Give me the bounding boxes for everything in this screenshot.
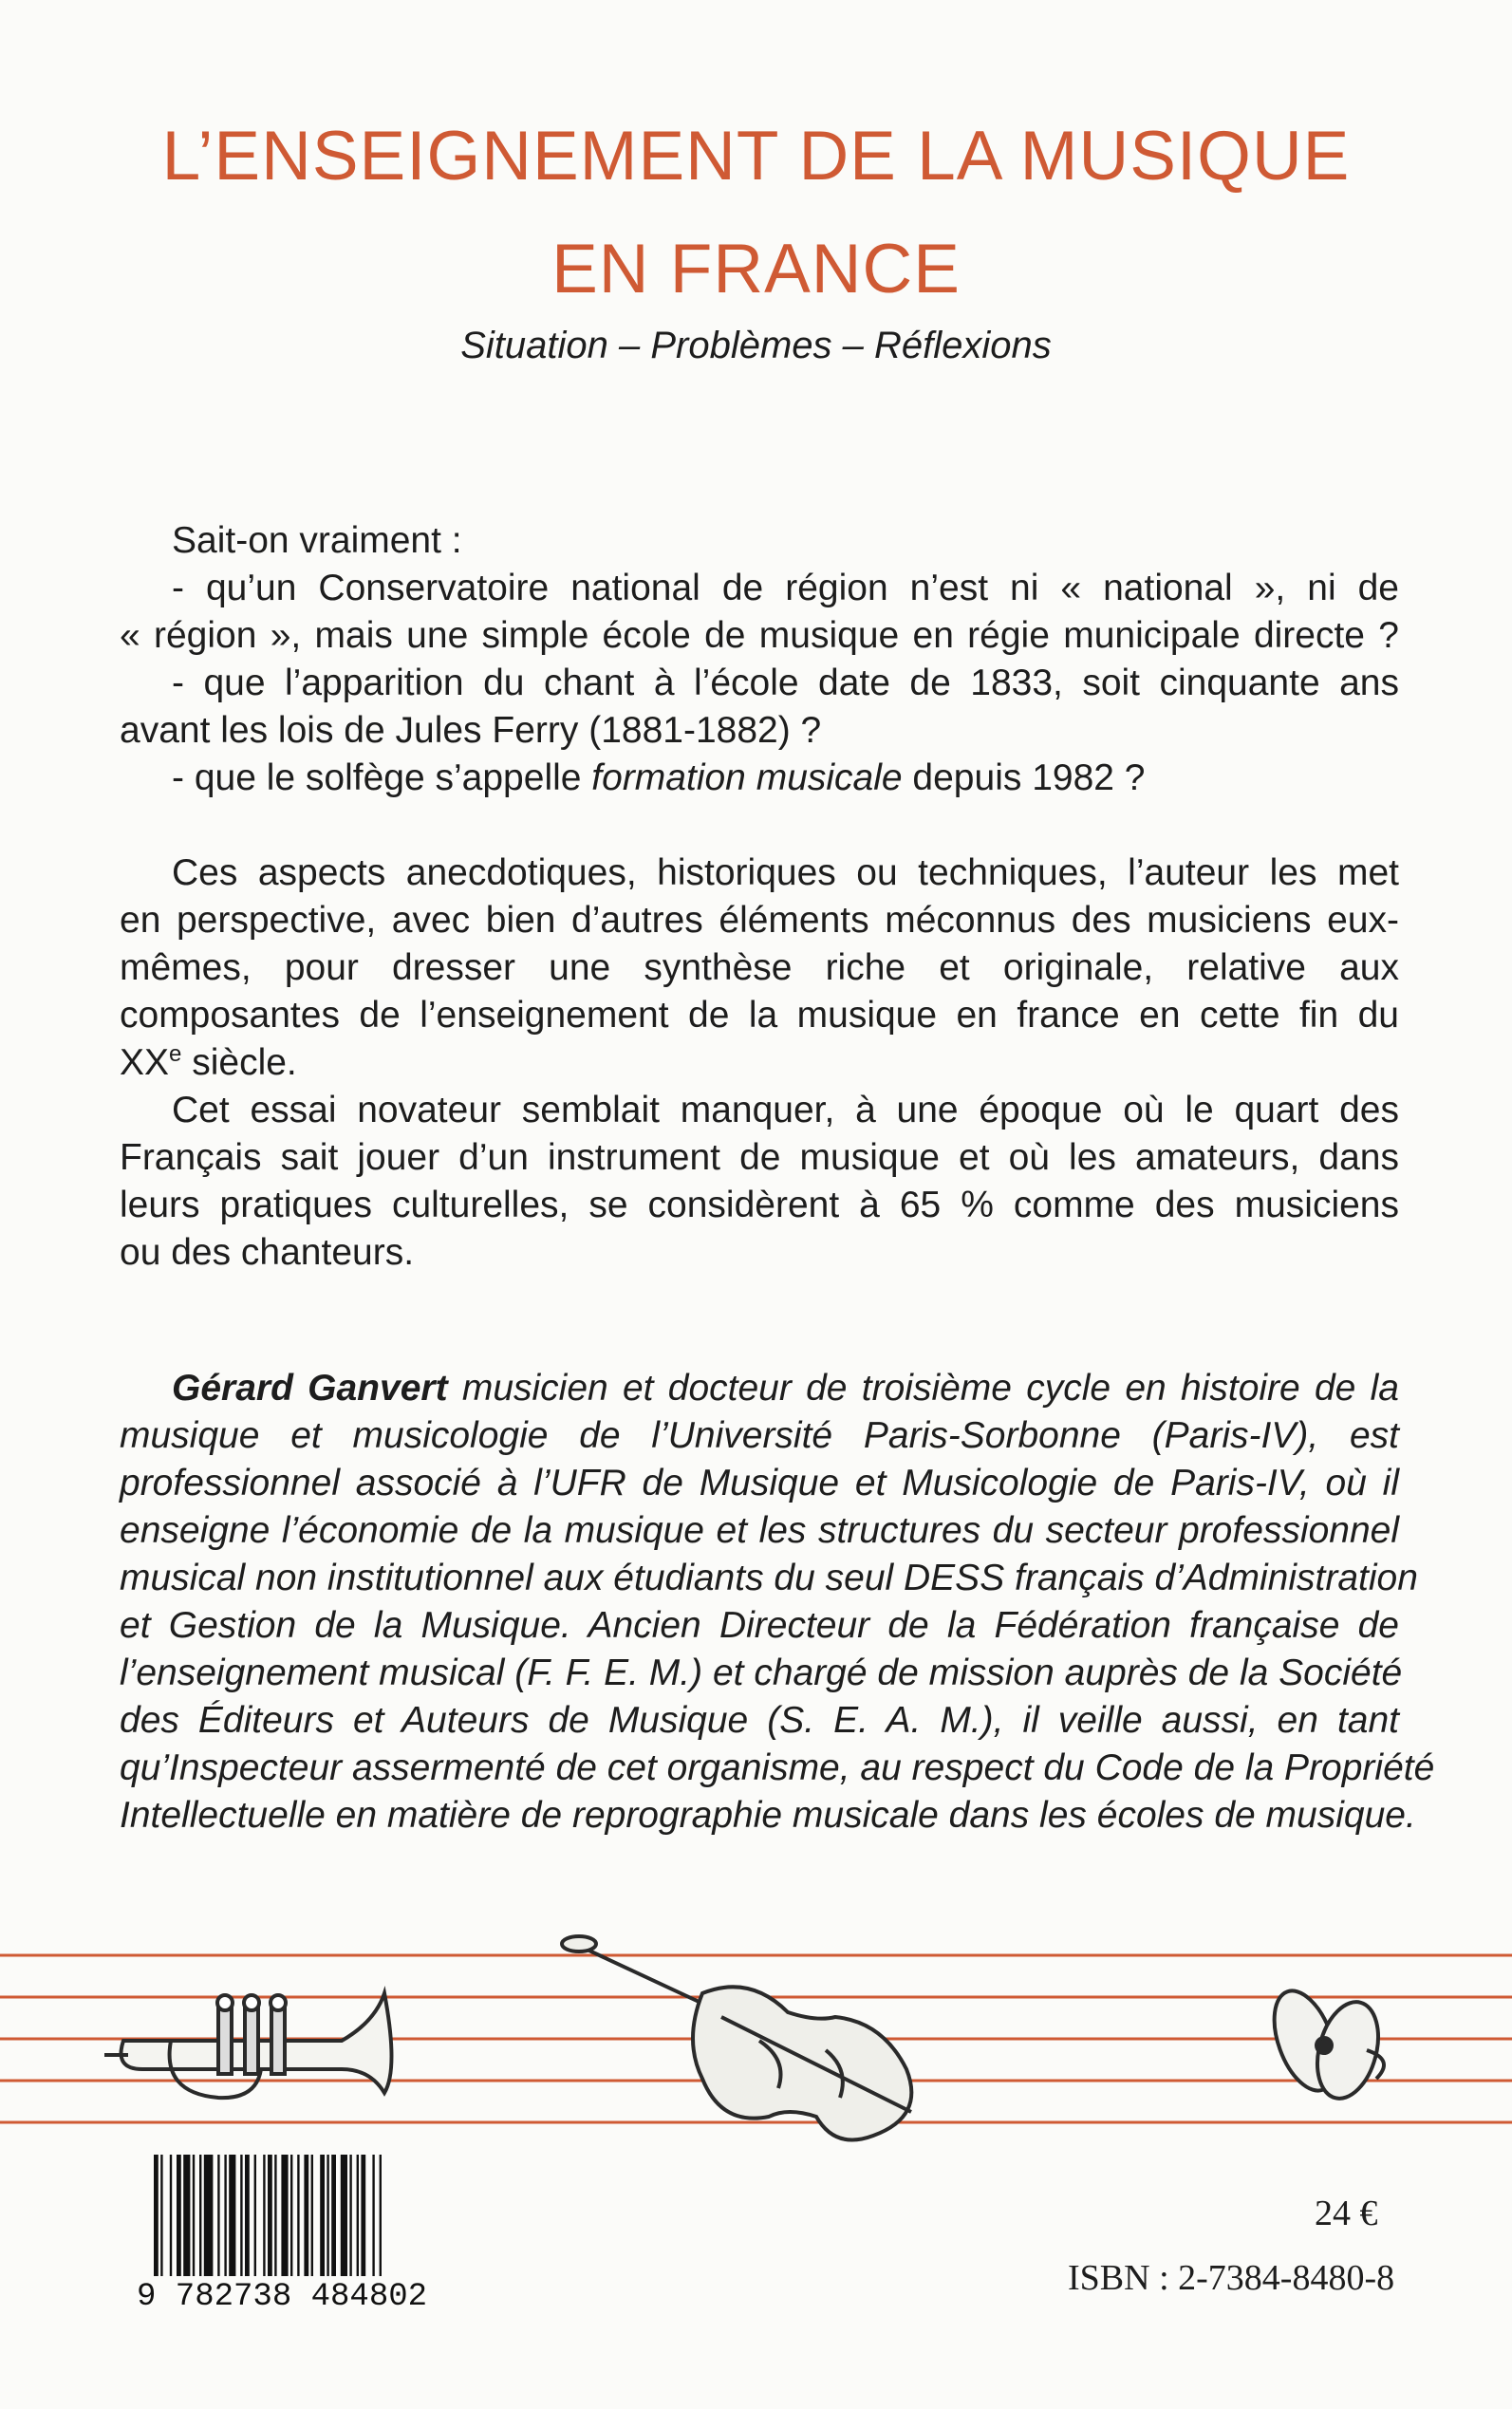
intro-text: - que le solfège s’appelle: [172, 757, 592, 798]
intro-italic-term: formation musicale: [591, 757, 903, 798]
barcode-bar: [372, 2155, 374, 2276]
barcode-bar: [177, 2155, 181, 2276]
author-line: enseigne l’économie de la musique et les structures du secteur professionnel: [120, 1510, 1399, 1551]
author-line: musique et musicologie de l’Université Paris-Sorbonne (Paris-IV), est: [120, 1415, 1399, 1456]
author-name: Gérard Ganvert: [172, 1368, 448, 1409]
barcode-bar: [193, 2155, 195, 2276]
barcode-bar: [380, 2155, 382, 2276]
barcode-bar: [327, 2155, 328, 2276]
barcode-bar: [154, 2155, 159, 2276]
intro-line: « région », mais une simple école de musique en régie municipale directe ?: [120, 615, 1399, 656]
isbn: ISBN : 2-7384-8480-8: [1068, 2258, 1395, 2298]
barcode-bar: [361, 2155, 365, 2276]
intro-line: - que l’apparition du chant à l’école date de 1833, soit cinquante ans: [172, 663, 1399, 703]
body-line: en perspective, avec bien d’autres éléments méconnus des musiciens eux-: [120, 900, 1399, 941]
music-staff: [0, 1927, 1512, 2145]
barcode-bar: [245, 2155, 250, 2276]
barcode-bar: [183, 2155, 190, 2276]
barcode-bar: [281, 2155, 288, 2276]
title-line-2: EN FRANCE: [551, 231, 961, 308]
barcode-bar: [311, 2155, 313, 2276]
body-line: Français sait jouer d’un instrument de musique et où les amateurs, dans: [120, 1137, 1399, 1178]
author-line: qu’Inspecteur assermenté de cet organisme, au respect du Code de la Propriété: [120, 1747, 1435, 1788]
author-line: l’enseignement musical (F. F. E. M.) et chargé de mission auprès de la Société: [120, 1653, 1403, 1693]
barcode-bar: [217, 2155, 219, 2276]
title-line-1: L’ENSEIGNEMENT DE LA MUSIQUE: [161, 118, 1351, 195]
barcode-bar: [357, 2155, 359, 2276]
subtitle: Situation – Problèmes – Réflexions: [460, 325, 1052, 366]
barcode-digits: 9 782738 484802: [137, 2279, 428, 2315]
body-line: [120, 1039, 1399, 1087]
intro-line: avant les lois de Jules Ferry (1881-1882) ?: [120, 710, 822, 751]
intro-line: - qu’un Conservatoire national de région n’est ni « national », ni de: [172, 568, 1399, 608]
author-line: musical non institutionnel aux étudiants du seul DESS français d’Administration: [120, 1558, 1418, 1598]
body-line: leurs pratiques culturelles, se considèrent à 65 % comme des musiciens: [120, 1185, 1399, 1225]
barcode-bar: [320, 2155, 325, 2276]
barcode-bar: [331, 2155, 336, 2276]
author-line: des Éditeurs et Auteurs de Musique (S. E. A. M.), il veille aussi, en tant: [120, 1700, 1399, 1741]
barcode-bar: [170, 2155, 172, 2276]
barcode-bar: [240, 2155, 242, 2276]
barcode-bar: [204, 2155, 214, 2276]
barcode-bar: [254, 2155, 256, 2276]
barcode-bars: [133, 2145, 475, 2316]
barcode-bar: [349, 2155, 351, 2276]
body-line: Cet essai novateur semblait manquer, à une époque où le quart des: [172, 1090, 1399, 1130]
body-line: ou des chanteurs.: [120, 1232, 415, 1273]
barcode: [133, 2145, 475, 2316]
author-line: Intellectuelle en matière de reprographie musicale dans les écoles de musique.: [120, 1795, 1416, 1836]
author-line: professionnel associé à l’UFR de Musique et Musicologie de Paris-IV, où il: [120, 1463, 1399, 1503]
cornet-icon: [104, 1993, 392, 2098]
barcode-bar: [304, 2155, 308, 2276]
cymbals-icon: [1262, 1983, 1389, 2105]
body-text: siècle.: [181, 1042, 297, 1083]
body-line: Ces aspects anecdotiques, historiques ou techniques, l’auteur les met: [172, 852, 1399, 893]
author-line: [120, 1365, 1399, 1412]
barcode-bar: [268, 2155, 272, 2276]
intro-text: depuis 1982 ?: [902, 757, 1146, 798]
author-text: musicien et docteur de troisième cycle en histoire de la: [447, 1368, 1399, 1409]
barcode-bar: [224, 2155, 226, 2276]
intro-line: [120, 755, 1399, 802]
barcode-bar: [341, 2155, 347, 2276]
body-line: mêmes, pour dresser une synthèse riche et originale, relative aux: [120, 947, 1399, 988]
body-line: composantes de l’enseignement de la musique en france en cette fin du: [120, 995, 1399, 1036]
intro-line: Sait-on vraiment :: [172, 520, 462, 561]
barcode-bar: [199, 2155, 201, 2276]
barcode-bar: [160, 2155, 162, 2276]
barcode-bar: [263, 2155, 265, 2276]
barcode-bar: [290, 2155, 292, 2276]
barcode-bar: [297, 2155, 299, 2276]
superscript: e: [169, 1041, 182, 1067]
body-text: XX: [120, 1042, 170, 1083]
barcode-bar: [274, 2155, 276, 2276]
price: 24 €: [1315, 2194, 1378, 2233]
barcode-bar: [229, 2155, 235, 2276]
author-line: et Gestion de la Musique. Ancien Directeur de la Fédération française de: [120, 1605, 1399, 1646]
